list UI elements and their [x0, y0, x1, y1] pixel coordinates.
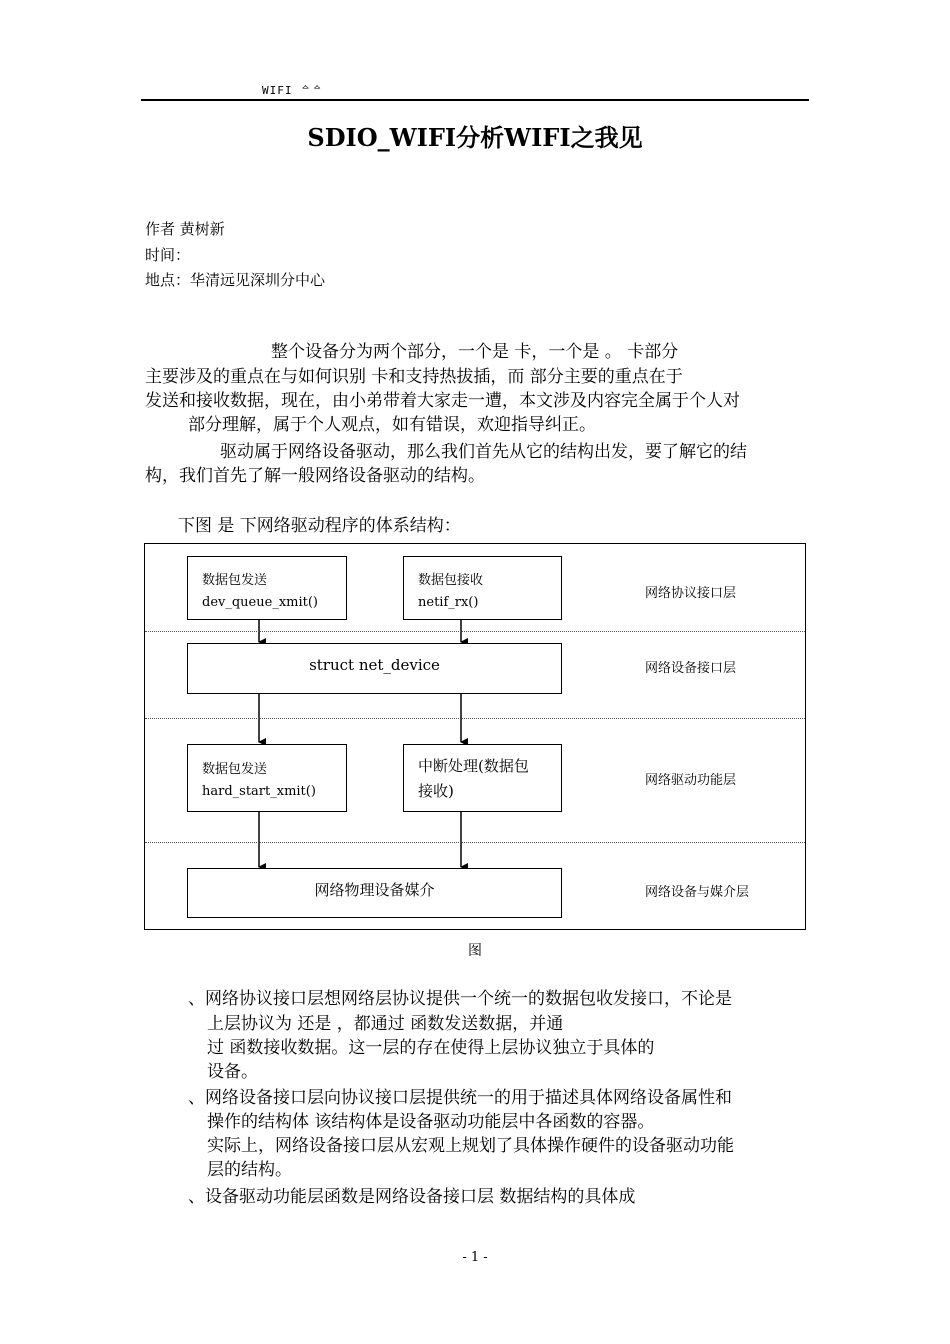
packet-send-label: 数据包发送	[202, 573, 268, 588]
document-title: SDIO_WIFI分析WIFI之我见	[307, 123, 643, 152]
intro-line-2: 主要涉及的重点在与如何识别 卡和支持热拔插，而 部分主要的重点在于	[145, 367, 683, 387]
list-item-2-line-4: 层的结构。	[207, 1160, 292, 1180]
physical-media-box	[187, 868, 562, 918]
intro-line-4: 部分理解，属于个人观点，如有错误，欢迎指导纠正。	[188, 415, 596, 435]
interrupt-handler-box	[403, 744, 562, 812]
time-line: 时间：	[145, 246, 191, 264]
list-item-1-line-2: 上层协议为 还是 ，都通过 函数发送数据，并通	[207, 1014, 564, 1034]
packet-send-box	[187, 556, 347, 620]
layer-label-driver-function: 网络驱动功能层	[645, 773, 737, 788]
layer-separator	[145, 631, 805, 632]
list-item-3-line-1: 、设备驱动功能层函数是网络设备接口层 数据结构的具体成	[188, 1187, 636, 1207]
hard-start-xmit-box	[187, 744, 347, 812]
net-device-label: struct net_device	[309, 656, 440, 674]
layer-separator	[145, 718, 805, 719]
network-driver-diagram	[144, 543, 806, 930]
interrupt-label-2: 接收)	[418, 782, 454, 800]
intro-line-3: 发送和接收数据，现在，由小弟带着大家走一遭，本文涉及内容完全属于个人对	[145, 391, 740, 411]
figure-intro: 下图 是 下网络驱动程序的体系结构：	[178, 516, 461, 536]
page-number: - 1 -	[462, 1250, 488, 1265]
intro-line-5: 驱动属于网络设备驱动，那么我们首先从它的结构出发，要了解它的结	[220, 442, 747, 462]
hard-send-label: 数据包发送	[202, 762, 268, 777]
list-item-1-line-4: 设备。	[207, 1062, 258, 1082]
layer-label-protocol: 网络协议接口层	[645, 586, 737, 601]
interrupt-label-1: 中断处理(数据包	[418, 757, 529, 775]
list-item-2-line-1: 、网络设备接口层向协议接口层提供统一的用于描述具体网络设备属性和	[188, 1088, 732, 1108]
place-line: 地点：华清远见深圳分中心	[145, 271, 326, 289]
list-item-1-line-1: 、网络协议接口层想网络层协议提供一个统一的数据包收发接口，不论是	[188, 989, 732, 1009]
header-rule	[141, 99, 809, 101]
net-device-box	[187, 643, 562, 694]
author-line: 作者 黄树新	[145, 220, 225, 238]
layer-label-device-interface: 网络设备接口层	[645, 661, 737, 676]
intro-line-6: 构，我们首先了解一般网络设备驱动的结构。	[145, 466, 485, 486]
running-header: WIFI ᅀᅀ	[262, 84, 324, 97]
figure-caption: 图	[468, 943, 482, 959]
packet-receive-label: 数据包接收	[418, 573, 484, 588]
layer-label-media: 网络设备与媒介层	[645, 885, 750, 900]
packet-receive-box	[403, 556, 562, 620]
netif-rx-label: netif_rx()	[418, 595, 479, 610]
dev-queue-xmit-label: dev_queue_xmit()	[202, 595, 318, 610]
layer-separator	[145, 842, 805, 843]
intro-line-1: 整个设备分为两个部分，一个是 卡，一个是 。 卡部分	[271, 342, 679, 362]
list-item-2-line-3: 实际上，网络设备接口层从宏观上规划了具体操作硬件的设备驱动功能	[207, 1136, 734, 1156]
list-item-2-line-2: 操作的结构体 该结构体是设备驱动功能层中各函数的容器。	[207, 1112, 655, 1132]
list-item-1-line-3: 过 函数接收数据。这一层的存在使得上层协议独立于具体的	[207, 1038, 655, 1058]
physical-media-label: 网络物理设备媒介	[314, 881, 435, 899]
hard-start-xmit-label: hard_start_xmit()	[202, 784, 316, 799]
